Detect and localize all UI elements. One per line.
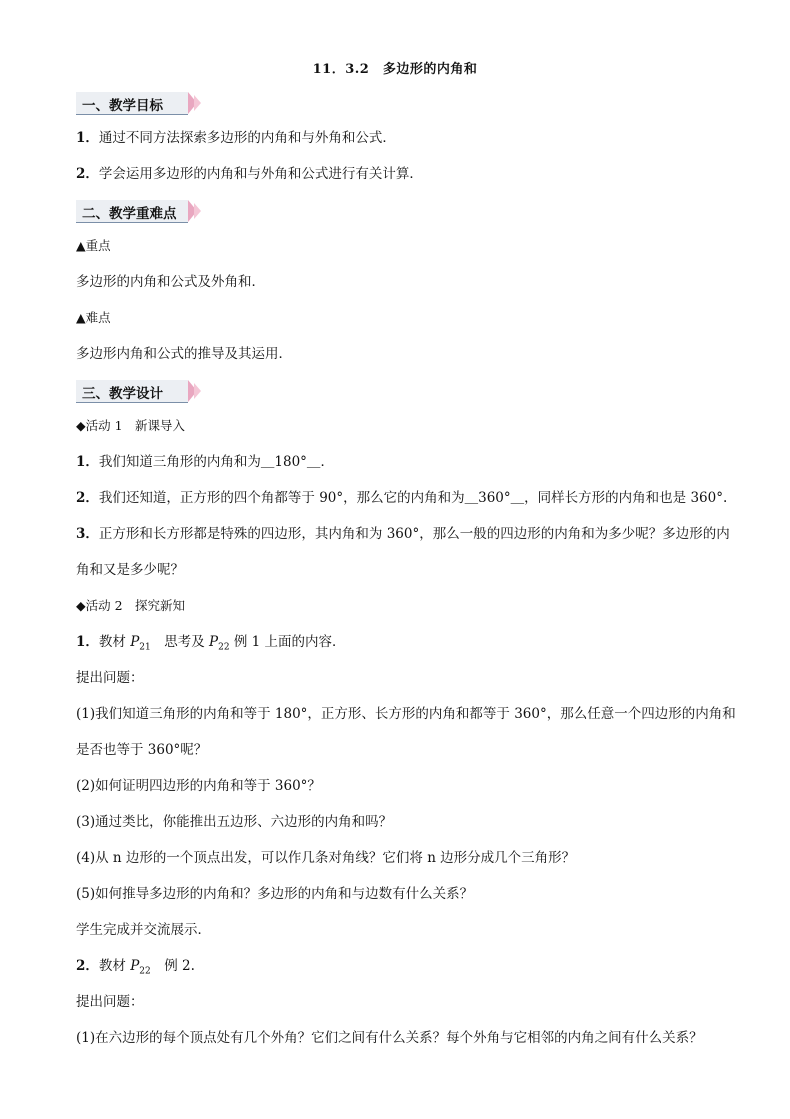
page-title: 11．3.2 多边形的内角和 (312, 62, 478, 77)
question-1-cont: 是否也等于 360°呢？ (76, 742, 208, 758)
difficult-text: 多边形内角和公式的推导及其运用． (76, 346, 292, 362)
difficult-label: ▲难点 (76, 310, 111, 325)
answer-blank: ＿360°＿ (464, 490, 525, 506)
key-text: 多边形的内角和公式及外角和． (76, 274, 265, 290)
activity-1-question-3-cont: 角和又是多少呢？ (76, 562, 184, 578)
student-activity: 学生完成并交流展示． (76, 922, 211, 938)
answer-blank: ＿180°＿ (260, 454, 321, 470)
question-3: (3)通过类比，你能推出五边形、六边形的内角和吗？ (76, 814, 393, 830)
activity-2-item-1: 1．教材 $P_{21}$ 思考及 $P_{22}$ 例 1 上面的内容． (76, 634, 346, 653)
question-1: (1)我们知道三角形的内角和等于 180°，正方形、长方形的内角和都等于 360°，那么任意一个四边形的内角和 (76, 706, 736, 722)
section-header-design (76, 380, 202, 402)
ask-label: 提出问题： (76, 670, 144, 686)
activity-1-question-3: 3．正方形和长方形都是特殊的四边形，其内角和为 360°，那么一般的四边形的内角和为多少呢？多边形的内 (76, 526, 730, 542)
arrow-icon (194, 203, 201, 219)
arrow-icon (194, 383, 201, 399)
objective-2: 2．学会运用多边形的内角和与外角和公式进行有关计算． (76, 166, 423, 182)
activity-2-item-2: 2．教材 $P_{22}$ 例 2. (76, 958, 195, 977)
ask-label-2: 提出问题： (76, 994, 144, 1010)
section-label: 三、教学设计 (82, 386, 163, 402)
arrow-icon (194, 95, 201, 111)
activity-2-label: ◆活动 2 探究新知 (76, 598, 186, 613)
activity-1-question-1: 1．我们知道三角形的内角和为＿180°＿． (76, 454, 334, 470)
key-label: ▲重点 (76, 238, 111, 253)
section-header-objectives (76, 92, 202, 114)
question-2: (2)如何证明四边形的内角和等于 360°？ (76, 778, 321, 794)
question-4: (4)从 n 边形的一个顶点出发，可以作几条对角线？它们将 n 边形分成几个三角形？ (76, 850, 576, 866)
section-label: 一、教学目标 (82, 98, 163, 114)
section-header-key-points (76, 200, 202, 222)
activity-1-question-2: 2．我们还知道，正方形的四个角都等于 90°，那么它的内角和为＿360°＿，同样长方形的内角和也是 360°. (76, 490, 728, 506)
section-label: 二、教学重难点 (82, 206, 177, 222)
objective-1: 1．通过不同方法探索多边形的内角和与外角和公式． (76, 130, 396, 146)
activity-1-label: ◆活动 1 新课导入 (76, 418, 186, 433)
question-5: (5)如何推导多边形的内角和？多边形的内角和与边数有什么关系？ (76, 886, 474, 902)
exterior-question-1: (1)在六边形的每个顶点处有几个外角？它们之间有什么关系？每个外角与它相邻的内角之间有什么关系？ (76, 1030, 703, 1046)
